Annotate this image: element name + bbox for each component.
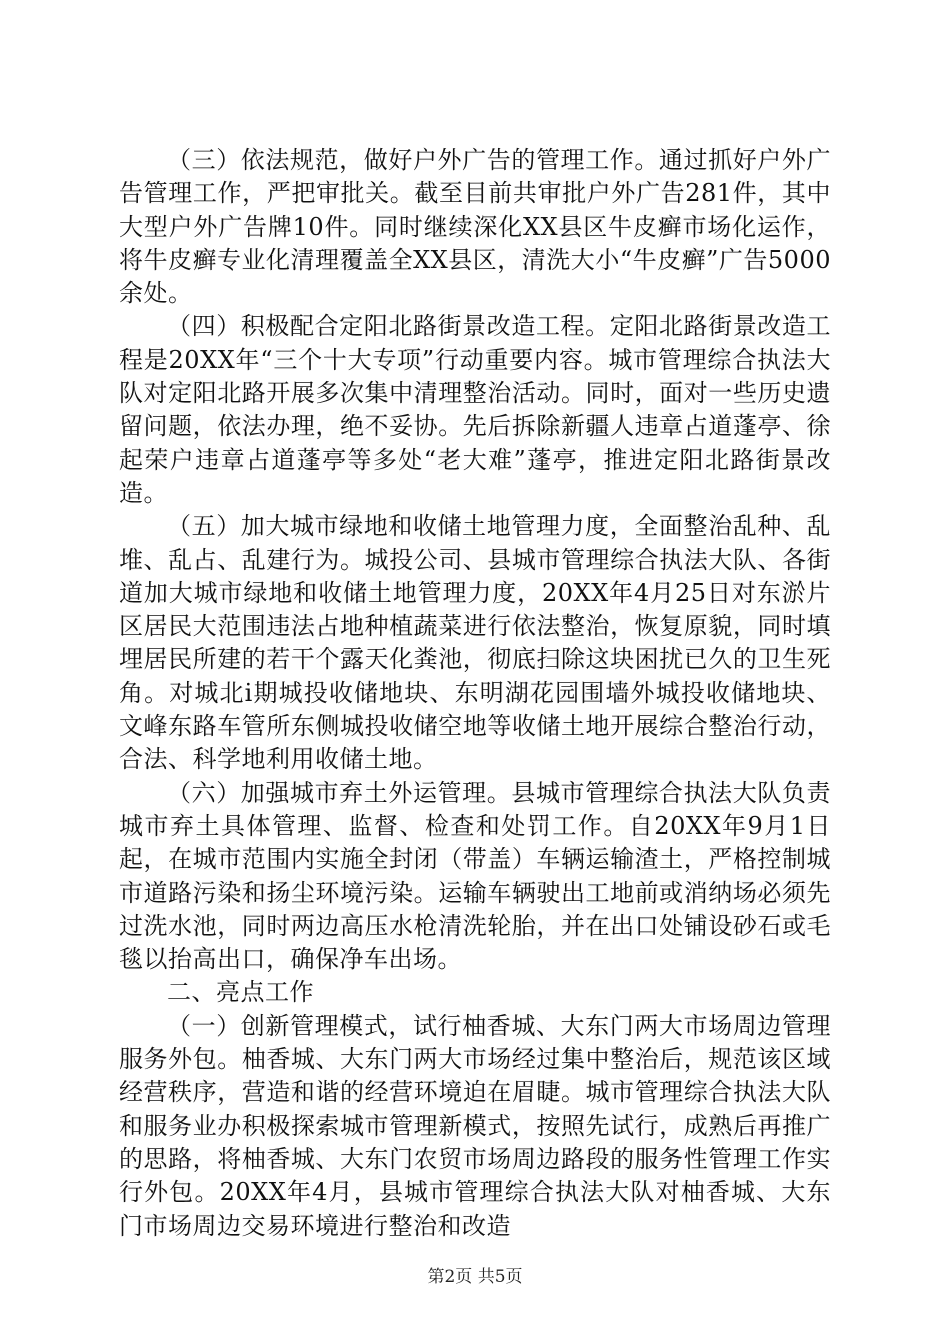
paragraph-outdoor-ads: （三）依法规范，做好户外广告的管理工作。通过抓好户外广告管理工作，严把审批关。截至目前共审批户外广告281件，其中大型户外广告牌10件。同时继续深化XX县区牛皮癣市场化运作，将牛皮癣专业化清理覆盖全XX县区，清洗大小“牛皮癣”广告5000余处。 bbox=[119, 146, 831, 308]
paragraph-soil-transport: （六）加强城市弃土外运管理。县城市管理综合执法大队负责城市弃土具体管理、监督、检查和处罚工作。自20XX年9月1日起，在城市范围内实施全封闭（带盖）车辆运输渣土，严格控制城市道路污染和扬尘环境污染。运输车辆驶出工地前或消纳场必须先过洗水池，同时两边高压水枪清洗轮胎，并在出口处铺设砂石或毛毯以抬高出口，确保净车出场。 bbox=[119, 778, 831, 974]
paragraph-dingyang-road: （四）积极配合定阳北路街景改造工程。定阳北路街景改造工程是20XX年“三个十大专项”行动重要内容。城市管理综合执法大队对定阳北路开展多次集中清理整治活动。同时，面对一些历史遗留问题，依法办理，绝不妥协。先后拆除新疆人违章占道蓬亭、徐起荣户违章占道蓬亭等多处“老大难”蓬亭，推进定阳北路街景改造。 bbox=[119, 312, 831, 507]
page-footer: 第2页 共5页 bbox=[427, 1267, 523, 1287]
paragraph-green-land: （五）加大城市绿地和收储土地管理力度，全面整治乱种、乱堆、乱占、乱建行为。城投公司、县城市管理综合执法大队、各街道加大城市绿地和收储土地管理力度，20XX年4月25日对东淤片区居民大范围违法占地种植蔬菜进行依法整治，恢复原貌，同时填埋居民所建的若干个露天化粪池，彻底扫除这块困扰已久的卫生死角。对城北ⅰ期城投收储地块、东明湖花园围墙外城投收储地块、文峰东路车管所东侧城投收储空地等收储土地开展综合整治行动，合法、科学地利用收储土地。 bbox=[119, 512, 831, 774]
document-body bbox=[119, 144, 831, 1243]
paragraph-management-mode: （一）创新管理模式，试行柚香城、大东门两大市场周边管理服务外包。柚香城、大东门两大市场经过集中整治后，规范该区域经营秩序，营造和谐的经营环境迫在眉睫。城市管理综合执法大队和服务业办积极探索城市管理新模式，按照先试行，成熟后再推广的思路，将柚香城、大东门农贸市场周边路段的服务性管理工作实行外包。20XX年4月，县城市管理综合执法大队对柚香城、大东门市场周边交易环境进行整治和改造 bbox=[119, 1011, 831, 1240]
section-heading: 二、亮点工作 bbox=[167, 978, 314, 1007]
